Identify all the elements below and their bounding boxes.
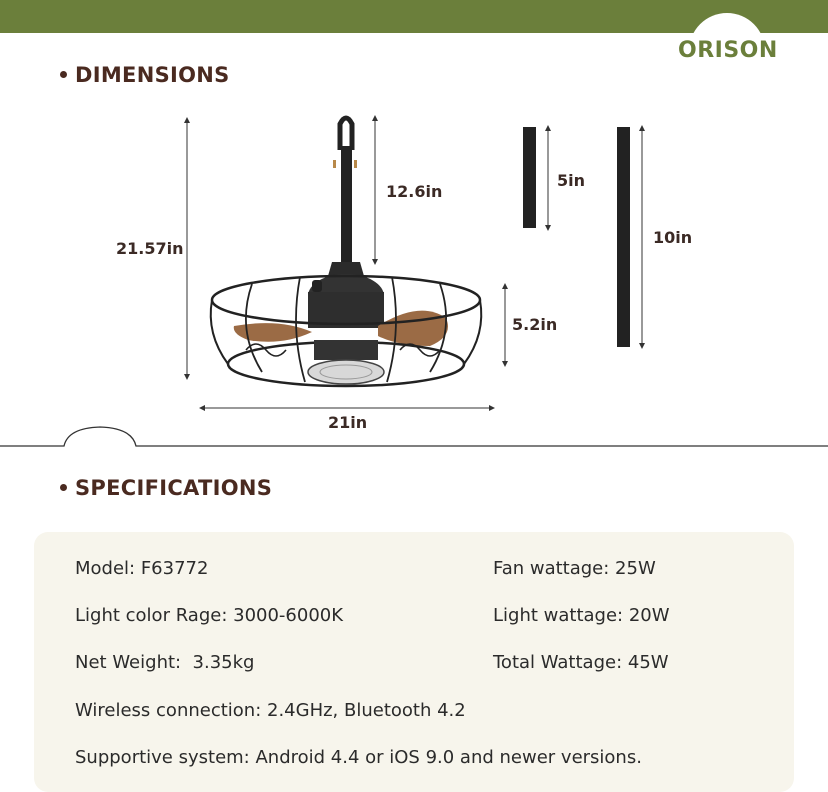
- bullet-icon: [60, 484, 67, 491]
- light-dome: [308, 360, 384, 384]
- downrod-long: [617, 127, 630, 347]
- height-total-label: 21.57in: [116, 239, 184, 258]
- downrod-length-label: 12.6in: [386, 182, 443, 201]
- rod-long-label: 10in: [653, 228, 693, 247]
- fan-blade-right: [378, 311, 448, 346]
- specifications-heading-text: SPECIFICATIONS: [75, 476, 273, 500]
- hanger-loop-icon: [340, 118, 352, 150]
- downrod-short: [523, 127, 536, 228]
- dimensions-heading-text: DIMENSIONS: [75, 63, 230, 87]
- specifications-heading: [60, 476, 272, 500]
- spec-net-weight: Net Weight: 3.35kg: [75, 652, 255, 673]
- motor-housing: [328, 262, 364, 276]
- spec-system: Supportive system: Android 4.4 or iOS 9.0 and newer versions.: [75, 747, 642, 768]
- cage-height-label: 5.2in: [512, 315, 558, 334]
- fan-dimension-drawing: [0, 100, 828, 440]
- spec-light-color: Light color Rage: 3000-6000K: [75, 605, 344, 626]
- width-label: 21in: [328, 413, 368, 432]
- bullet-icon: [60, 71, 67, 78]
- section-divider: [0, 398, 828, 448]
- rod-short-label: 5in: [557, 171, 586, 190]
- brand-logo: ORISON: [678, 38, 778, 63]
- spec-fan-wattage: Fan wattage: 25W: [493, 558, 656, 579]
- spec-wireless: Wireless connection: 2.4GHz, Bluetooth 4.2: [75, 700, 466, 721]
- spec-total-wattage: Total Wattage: 45W: [493, 652, 669, 673]
- dimensions-heading: [60, 63, 230, 87]
- downrod: [341, 146, 352, 264]
- spec-model: Model: F63772: [75, 558, 209, 579]
- spec-light-wattage: Light wattage: 20W: [493, 605, 670, 626]
